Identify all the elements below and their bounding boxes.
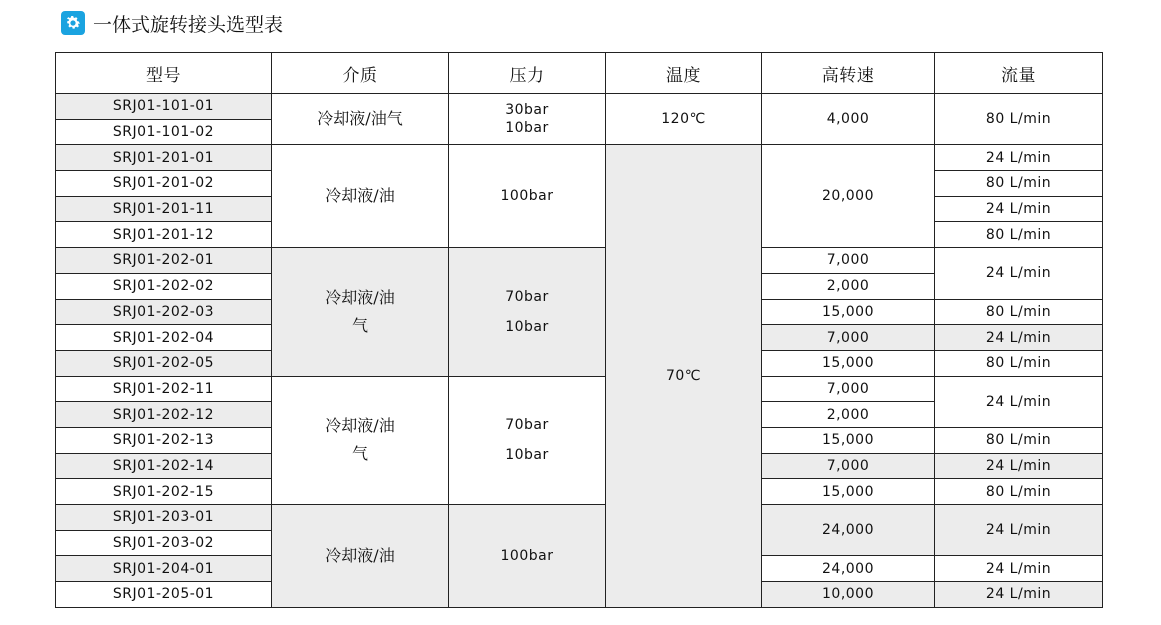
flow-cell: 24 L/min (935, 376, 1103, 427)
speed-cell: 15,000 (762, 299, 935, 325)
temperature-cell: 120℃ (606, 94, 762, 145)
table-row (56, 94, 1103, 120)
flow-cell: 80 L/min (935, 94, 1103, 145)
model-cell: SRJ01-205-01 (56, 582, 272, 608)
medium-cell (272, 248, 449, 376)
table-row (56, 376, 1103, 402)
speed-cell: 2,000 (762, 273, 935, 299)
flow-cell: 80 L/min (935, 350, 1103, 376)
medium-value: 气 (351, 315, 368, 335)
model-cell: SRJ01-201-12 (56, 222, 272, 248)
speed-cell: 20,000 (762, 145, 935, 248)
pressure-value: 70bar (505, 417, 549, 434)
header-pressure: 压力 (449, 53, 606, 94)
table-row (56, 145, 1103, 171)
model-cell: SRJ01-202-11 (56, 376, 272, 402)
flow-cell: 24 L/min (935, 196, 1103, 222)
temperature-cell: 70℃ (606, 145, 762, 607)
model-cell: SRJ01-203-02 (56, 530, 272, 556)
flow-cell: 80 L/min (935, 171, 1103, 197)
header-speed: 高转速 (762, 53, 935, 94)
gear-icon (61, 11, 85, 35)
speed-cell: 7,000 (762, 248, 935, 274)
flow-cell: 80 L/min (935, 479, 1103, 505)
model-cell: SRJ01-204-01 (56, 556, 272, 582)
speed-cell: 2,000 (762, 402, 935, 428)
model-cell: SRJ01-101-02 (56, 119, 272, 145)
header-model: 型号 (56, 53, 272, 94)
flow-cell: 24 L/min (935, 145, 1103, 171)
pressure-value: 10bar (505, 318, 549, 335)
speed-cell: 15,000 (762, 479, 935, 505)
medium-cell (272, 376, 449, 504)
speed-cell: 24,000 (762, 556, 935, 582)
header-flow: 流量 (935, 53, 1103, 94)
model-cell: SRJ01-202-05 (56, 350, 272, 376)
header-temperature: 温度 (606, 53, 762, 94)
model-cell: SRJ01-101-01 (56, 94, 272, 120)
flow-cell: 24 L/min (935, 556, 1103, 582)
model-cell: SRJ01-202-12 (56, 402, 272, 428)
flow-cell: 80 L/min (935, 427, 1103, 453)
header-row (56, 53, 1103, 94)
model-cell: SRJ01-202-01 (56, 248, 272, 274)
pressure-cell (449, 248, 606, 376)
model-cell: SRJ01-201-02 (56, 171, 272, 197)
header-medium: 介质 (272, 53, 449, 94)
flow-cell: 24 L/min (935, 325, 1103, 351)
model-cell: SRJ01-202-14 (56, 453, 272, 479)
speed-cell: 10,000 (762, 582, 935, 608)
speed-cell: 24,000 (762, 505, 935, 556)
pressure-value: 10bar (505, 120, 549, 137)
pressure-cell: 100bar (449, 505, 606, 608)
speed-cell: 4,000 (762, 94, 935, 145)
speed-cell: 7,000 (762, 453, 935, 479)
medium-cell: 冷却液/油气 (272, 94, 449, 145)
pressure-cell: 100bar (449, 145, 606, 248)
page-title: 一体式旋转接头选型表 (93, 13, 284, 36)
medium-value: 冷却液/油 (325, 416, 395, 436)
pressure-value: 70bar (505, 288, 549, 305)
medium-value: 气 (351, 444, 368, 464)
medium-cell: 冷却液/油 (272, 505, 449, 608)
table-row (56, 248, 1103, 274)
model-cell: SRJ01-202-03 (56, 299, 272, 325)
selection-table (55, 52, 1103, 608)
speed-cell: 15,000 (762, 350, 935, 376)
model-cell: SRJ01-202-04 (56, 325, 272, 351)
model-cell: SRJ01-202-15 (56, 479, 272, 505)
medium-cell: 冷却液/油 (272, 145, 449, 248)
model-cell: SRJ01-202-02 (56, 273, 272, 299)
model-cell: SRJ01-203-01 (56, 505, 272, 531)
flow-cell: 80 L/min (935, 222, 1103, 248)
speed-cell: 7,000 (762, 325, 935, 351)
flow-cell: 24 L/min (935, 453, 1103, 479)
pressure-cell (449, 94, 606, 145)
page-header (61, 10, 283, 36)
pressure-value: 30bar (505, 102, 549, 119)
pressure-value: 10bar (505, 447, 549, 464)
speed-cell: 7,000 (762, 376, 935, 402)
flow-cell: 24 L/min (935, 248, 1103, 299)
model-cell: SRJ01-202-13 (56, 427, 272, 453)
medium-value: 冷却液/油 (325, 287, 395, 307)
model-cell: SRJ01-201-11 (56, 196, 272, 222)
flow-cell: 24 L/min (935, 505, 1103, 556)
flow-cell: 80 L/min (935, 299, 1103, 325)
pressure-cell (449, 376, 606, 504)
speed-cell: 15,000 (762, 427, 935, 453)
model-cell: SRJ01-201-01 (56, 145, 272, 171)
flow-cell: 24 L/min (935, 582, 1103, 608)
table-row (56, 505, 1103, 531)
